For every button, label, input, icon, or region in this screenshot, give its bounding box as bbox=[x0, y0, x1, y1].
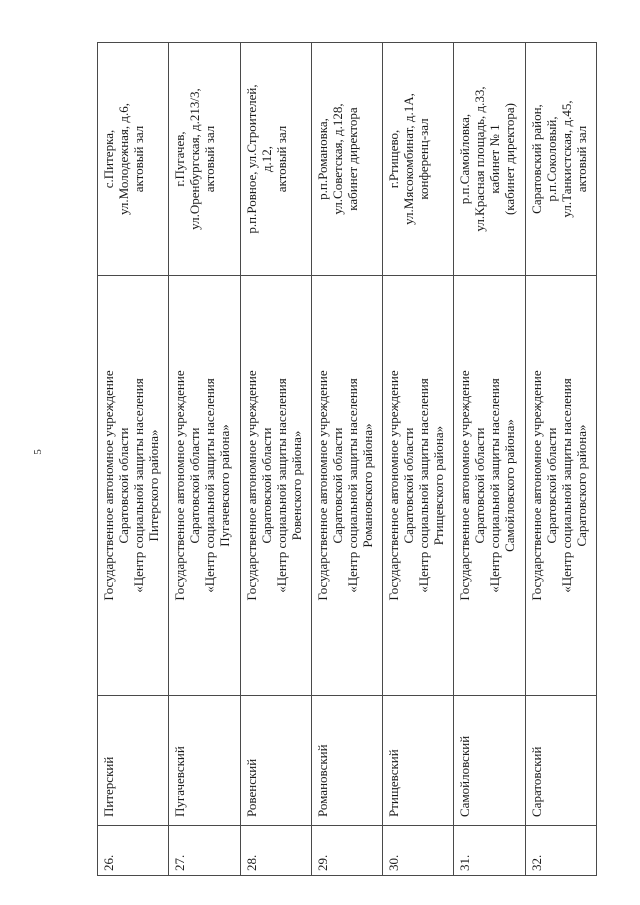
address-line: актовый зал bbox=[202, 125, 218, 193]
district-cell: Саратовский bbox=[525, 696, 596, 826]
organization-line: Саратовского района» bbox=[573, 424, 589, 547]
organization-line: Романовского района» bbox=[359, 423, 375, 548]
address-cell bbox=[525, 43, 596, 276]
organization-line: Саратовской области bbox=[401, 427, 417, 544]
organization-line: Питерского района» bbox=[146, 429, 161, 542]
organization-cell bbox=[98, 276, 169, 696]
district-cell: Питерский bbox=[98, 696, 169, 826]
row-number-cell: 29. bbox=[311, 826, 382, 876]
organization-line: Пугачевского района» bbox=[217, 424, 233, 547]
organization-line: Саратовской области bbox=[258, 427, 274, 544]
district-cell: Романовский bbox=[311, 696, 382, 826]
organization-line: «Центр социальной защиты населения bbox=[344, 378, 360, 593]
table-row bbox=[169, 43, 240, 876]
address-line: (кабинет директора) bbox=[502, 102, 518, 216]
address-cell bbox=[454, 43, 525, 276]
address-line: ул.Молодежная, д.6, bbox=[116, 102, 131, 216]
address-line: р.п.Соколовый, bbox=[543, 116, 559, 202]
organization-line: Саратовской области bbox=[472, 427, 488, 544]
district-cell: Пугачевский bbox=[169, 696, 240, 826]
address-line: р.п.Ровное, ул.Строителей, bbox=[243, 84, 259, 234]
address-cell bbox=[240, 43, 311, 276]
district-cell: Ртищевский bbox=[383, 696, 454, 826]
table-row bbox=[383, 43, 454, 876]
address-cell bbox=[383, 43, 454, 276]
address-line: ул.Советская, д.128, bbox=[329, 103, 345, 215]
address-cell bbox=[169, 43, 240, 276]
table-row bbox=[454, 43, 525, 876]
page-number: 5 bbox=[32, 449, 44, 455]
table-row bbox=[240, 43, 311, 876]
row-number-cell: 27. bbox=[169, 826, 240, 876]
address-line: актовый зал bbox=[131, 125, 146, 193]
organization-cell bbox=[311, 276, 382, 696]
address-line: д.12, bbox=[258, 145, 274, 173]
address-line: г.Пугачев, bbox=[172, 131, 188, 187]
rotated-table-container bbox=[97, 43, 597, 876]
table-row bbox=[311, 43, 382, 876]
row-number-cell: 32. bbox=[525, 826, 596, 876]
organization-line: Государственное автономное учреждение bbox=[386, 370, 402, 601]
institutions-table bbox=[97, 42, 597, 876]
address-line: актовый зал bbox=[273, 125, 289, 193]
row-number-cell: 31. bbox=[454, 826, 525, 876]
row-number-cell: 28. bbox=[240, 826, 311, 876]
address-line: ул.Танкистская, д.45, bbox=[558, 100, 574, 218]
table-row bbox=[98, 43, 169, 876]
address-line: Саратовский район, bbox=[528, 104, 544, 214]
row-number-cell: 26. bbox=[98, 826, 169, 876]
address-line: актовый зал bbox=[573, 125, 589, 193]
organization-cell bbox=[169, 276, 240, 696]
organization-cell bbox=[525, 276, 596, 696]
address-line: с.Питерка, bbox=[101, 129, 116, 189]
address-line: ул.Красная площадь, д.33, bbox=[472, 86, 488, 232]
organization-line: Государственное автономное учреждение bbox=[101, 370, 116, 601]
organization-line: «Центр социальной защиты населения bbox=[416, 378, 432, 593]
organization-line: Саратовской области bbox=[187, 427, 203, 544]
organization-line: «Центр социальной защиты населения bbox=[273, 378, 289, 593]
organization-line: Государственное автономное учреждение bbox=[314, 370, 330, 601]
address-cell bbox=[98, 43, 169, 276]
organization-line: Саратовской области bbox=[116, 427, 131, 544]
address-line: р.п.Романовка, bbox=[314, 118, 330, 200]
district-cell: Ровенский bbox=[240, 696, 311, 826]
address-line: р.п.Самойловка, bbox=[457, 113, 473, 205]
address-line: г.Ртищево, bbox=[386, 129, 402, 189]
organization-line: Саратовской области bbox=[543, 427, 559, 544]
organization-line: Самойловского района» bbox=[502, 419, 518, 552]
organization-line: «Центр социальной защиты населения bbox=[487, 378, 503, 593]
table-row bbox=[525, 43, 596, 876]
organization-line: Государственное автономное учреждение bbox=[457, 370, 473, 601]
row-number-cell: 30. bbox=[383, 826, 454, 876]
district-cell: Самойловский bbox=[454, 696, 525, 826]
organization-line: Саратовской области bbox=[329, 427, 345, 544]
organization-cell bbox=[383, 276, 454, 696]
organization-line: «Центр социальной защиты населения bbox=[131, 378, 146, 593]
organization-line: Государственное автономное учреждение bbox=[243, 370, 259, 601]
organization-line: Государственное автономное учреждение bbox=[172, 370, 188, 601]
address-cell bbox=[311, 43, 382, 276]
address-line: конференц-зал bbox=[416, 118, 432, 200]
organization-line: «Центр социальной защиты населения bbox=[202, 378, 218, 593]
organization-line: Ртищевского района» bbox=[431, 425, 447, 546]
address-line: ул.Мясокомбинат, д.1А, bbox=[401, 93, 417, 225]
address-line: кабинет № 1 bbox=[487, 124, 503, 194]
organization-cell bbox=[240, 276, 311, 696]
organization-line: Государственное автономное учреждение bbox=[528, 370, 544, 601]
organization-line: «Центр социальной защиты населения bbox=[558, 378, 574, 593]
organization-line: Ровенского района» bbox=[288, 430, 304, 541]
address-line: кабинет директора bbox=[344, 107, 360, 211]
organization-cell bbox=[454, 276, 525, 696]
address-line: ул.Оренбургская, д.213/3, bbox=[187, 88, 203, 230]
